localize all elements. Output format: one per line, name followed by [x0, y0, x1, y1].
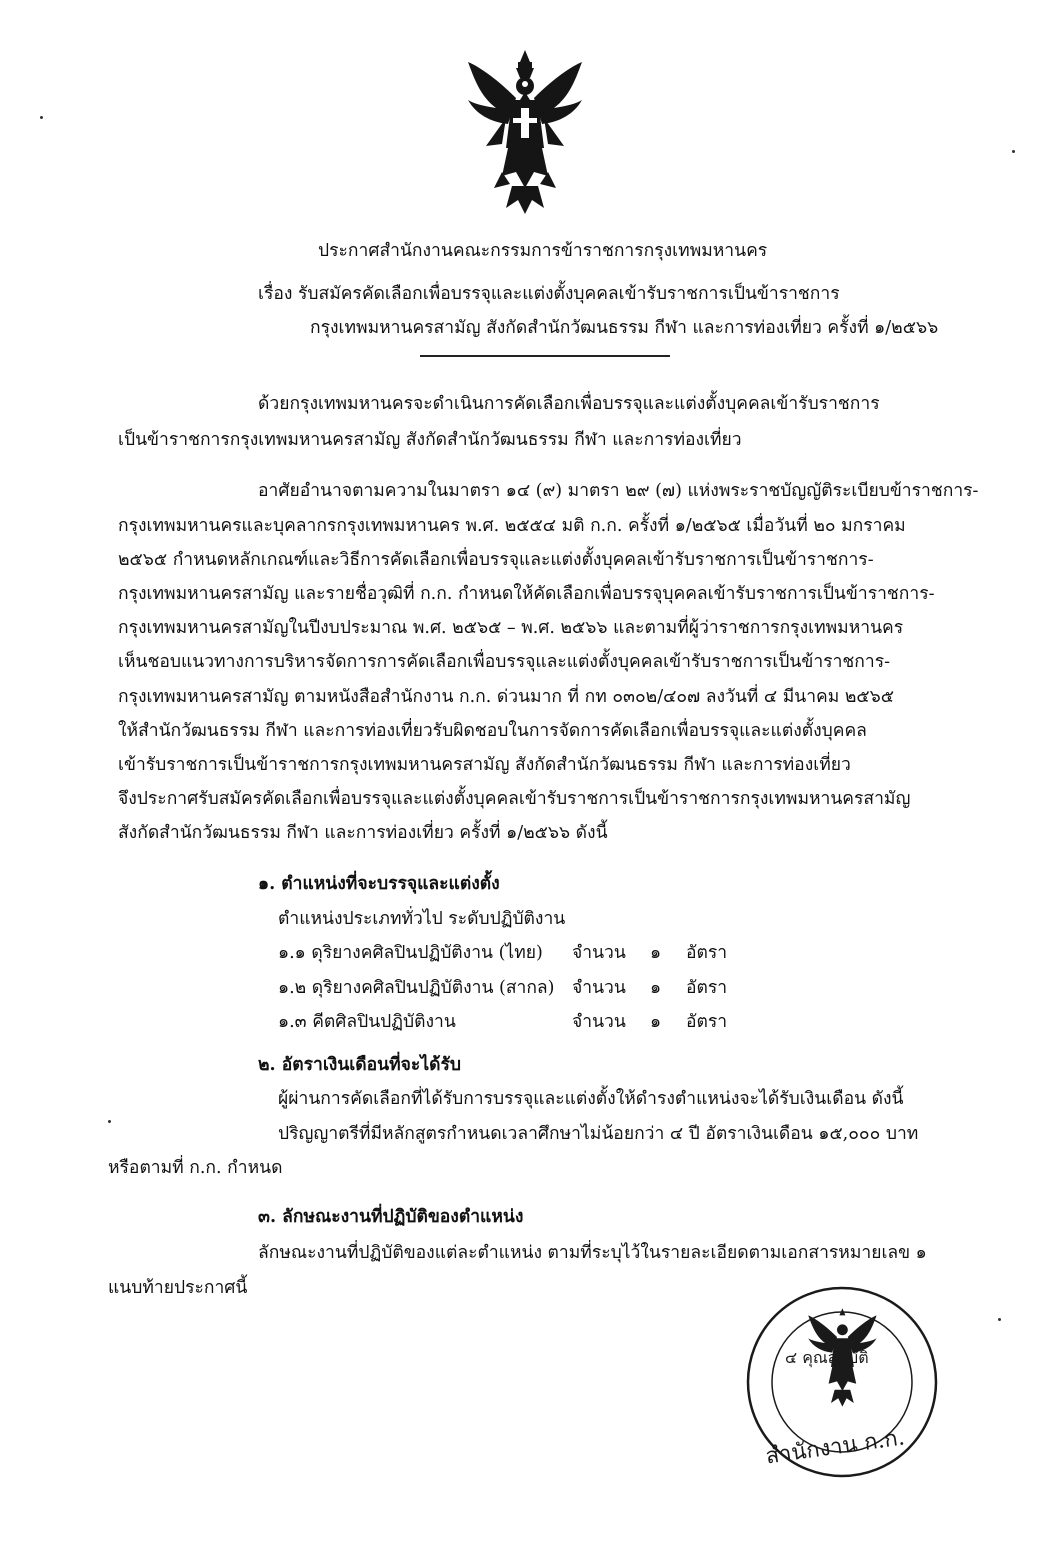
- speck: [998, 1318, 1001, 1321]
- authority-line: กรุงเทพมหานครสามัญในปีงบประมาณ พ.ศ. ๒๕๖๕ – พ.ศ. ๒๕๖๖ และตามที่ผู้ว่าราชการกรุงเทพมหานคร: [118, 618, 904, 638]
- seal-ring-text: สำนักงาน ก.ก.: [764, 1425, 907, 1470]
- position-count: ๑: [650, 978, 662, 998]
- authority-line: กรุงเทพมหานครและบุคลากรกรุงเทพมหานคร พ.ศ. ๒๕๕๔ มติ ก.ก. ครั้งที่ ๑/๒๕๖๕ เมื่อวันที่ ๒๐ มกราคม: [118, 516, 906, 536]
- authority-line: เข้ารับราชการเป็นข้าราชการกรุงเทพมหานครสามัญ สังกัดสำนักวัฒนธรรม กีฬา และการท่องเที่ยว: [118, 755, 851, 775]
- garuda-emblem-icon: [466, 48, 584, 216]
- authority-line: เห็นชอบแนวทางการบริหารจัดการการคัดเลือกเพื่อบรรจุและแต่งตั้งบุคคลเข้ารับราชการเป็นข้าราชการ-: [118, 652, 891, 672]
- speck: [1012, 150, 1015, 153]
- speck: [108, 1120, 111, 1123]
- authority-line: ให้สำนักวัฒนธรรม กีฬา และการท่องเที่ยวรับผิดชอบในการจัดการคัดเลือกเพื่อบรรจุและแต่งตั้งบุคคล: [118, 721, 867, 741]
- intro-line: เป็นข้าราชการกรุงเทพมหานครสามัญ สังกัดสำนักวัฒนธรรม กีฬา และการท่องเที่ยว: [118, 430, 742, 450]
- job-description: ลักษณะงานที่ปฏิบัติของแต่ละตำแหน่ง ตามที่ระบุไว้ในรายละเอียดตามเอกสารหมายเลข ๑: [258, 1243, 927, 1263]
- authority-line: กรุงเทพมหานครสามัญ และรายชื่อวุฒิที่ ก.ก. กำหนดให้คัดเลือกเพื่อบรรจุบุคคลเข้ารับราชการเป็นข้าราชการ-: [118, 584, 935, 604]
- position-count-label: จำนวน: [572, 1012, 626, 1032]
- position-count: ๑: [650, 943, 662, 963]
- authority-line: อาศัยอำนาจตามความในมาตรา ๑๔ (๙) มาตรา ๒๙ (๗) แห่งพระราชบัญญัติระเบียบข้าราชการ-: [258, 481, 979, 501]
- authority-line: กรุงเทพมหานครสามัญ ตามหนังสือสำนักงาน ก.ก. ด่วนมาก ที่ กท ๐๓๐๒/๔๐๗ ลงวันที่ ๔ มีนาคม ๒๕๖๕: [118, 687, 894, 707]
- seal-signature: ๔ คุณสมบัติ: [785, 1348, 869, 1367]
- position-type: ตำแหน่งประเภททั่วไป ระดับปฏิบัติงาน: [278, 909, 566, 929]
- section-2-heading: ๒. อัตราเงินเดือนที่จะได้รับ: [258, 1055, 461, 1075]
- salary-note: หรือตามที่ ก.ก. กำหนด: [108, 1158, 283, 1178]
- section-1-heading: ๑. ตำแหน่งที่จะบรรจุและแต่งตั้ง: [258, 874, 500, 894]
- authority-line: สังกัดสำนักวัฒนธรรม กีฬา และการท่องเที่ยว ครั้งที่ ๑/๒๕๖๖ ดังนี้: [118, 823, 608, 843]
- intro-line: ด้วยกรุงเทพมหานครจะดำเนินการคัดเลือกเพื่อบรรจุและแต่งตั้งบุคคลเข้ารับราชการ: [258, 394, 880, 414]
- position-count-label: จำนวน: [572, 978, 626, 998]
- official-seal-icon: [745, 1285, 940, 1480]
- salary-degree: ปริญญาตรีที่มีหลักสูตรกำหนดเวลาศึกษาไม่น้อยกว่า ๔ ปี อัตราเงินเดือน ๑๕,๐๐๐ บาท: [278, 1124, 919, 1144]
- position-name: ๑.๒ ดุริยางคศิลปินปฏิบัติงาน (สากล): [278, 978, 555, 998]
- salary-intro: ผู้ผ่านการคัดเลือกที่ได้รับการบรรจุและแต่งตั้งให้ดำรงตำแหน่งจะได้รับเงินเดือน ดังนี้: [278, 1089, 904, 1109]
- job-description-cont: แนบท้ายประกาศนี้: [108, 1278, 248, 1298]
- position-unit: อัตรา: [686, 1012, 728, 1032]
- authority-line: จึงประกาศรับสมัครคัดเลือกเพื่อบรรจุและแต่งตั้งบุคคลเข้ารับราชการเป็นข้าราชการกรุงเทพมหานครสามัญ: [118, 789, 911, 809]
- position-unit: อัตรา: [686, 978, 728, 998]
- subject-line-2: กรุงเทพมหานครสามัญ สังกัดสำนักวัฒนธรรม กีฬา และการท่องเที่ยว ครั้งที่ ๑/๒๕๖๖: [310, 318, 939, 338]
- section-3-heading: ๓. ลักษณะงานที่ปฏิบัติของตำแหน่ง: [258, 1207, 524, 1227]
- subject-line-1: เรื่อง รับสมัครคัดเลือกเพื่อบรรจุและแต่งตั้งบุคคลเข้ารับราชการเป็นข้าราชการ: [258, 284, 840, 304]
- position-name: ๑.๑ ดุริยางคศิลปินปฏิบัติงาน (ไทย): [278, 943, 543, 963]
- header-divider: [420, 355, 670, 357]
- authority-line: ๒๕๖๕ กำหนดหลักเกณฑ์และวิธีการคัดเลือกเพื่อบรรจุและแต่งตั้งบุคคลเข้ารับราชการเป็นข้าราชการ-: [118, 550, 874, 570]
- position-count: ๑: [650, 1012, 662, 1032]
- announcement-title: ประกาศสำนักงานคณะกรรมการข้าราชการกรุงเทพมหานคร: [318, 241, 768, 261]
- position-name: ๑.๓ คีตศิลปินปฏิบัติงาน: [278, 1012, 456, 1032]
- position-count-label: จำนวน: [572, 943, 626, 963]
- speck: [40, 116, 43, 119]
- position-unit: อัตรา: [686, 943, 728, 963]
